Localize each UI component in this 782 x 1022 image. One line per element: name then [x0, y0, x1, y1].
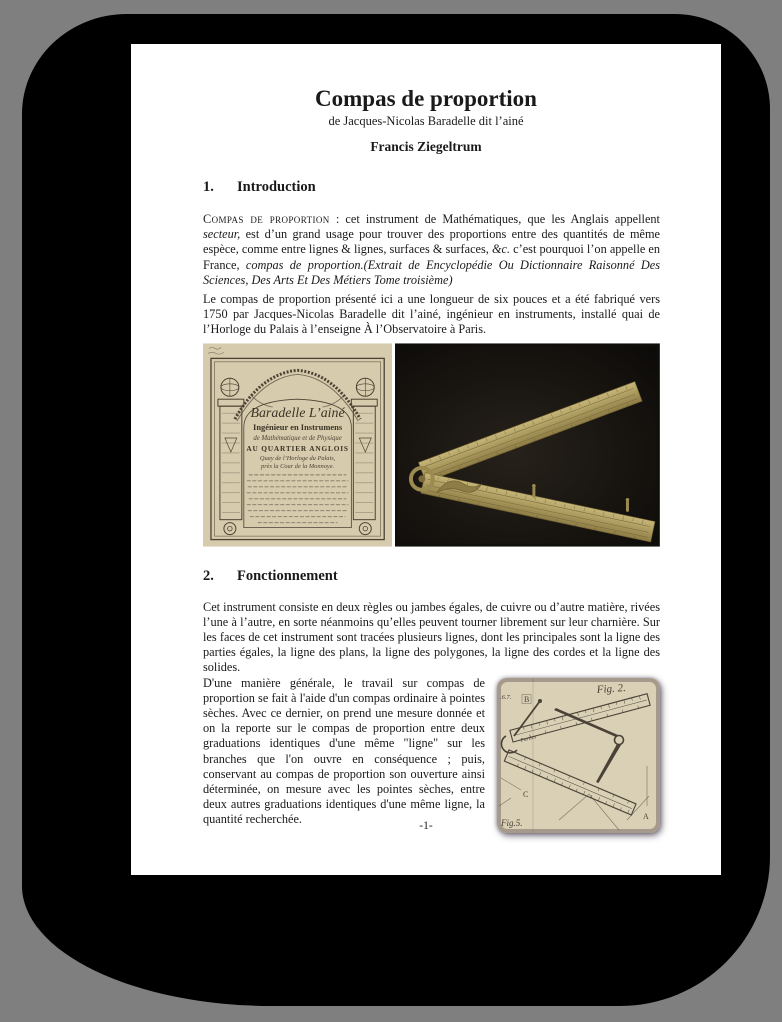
- intro-paragraph-1: [203, 212, 660, 288]
- italic-run: secteur,: [203, 227, 241, 242]
- fonctionnement-paragraph-2: [203, 676, 660, 828]
- figure-label-b: B: [524, 694, 530, 704]
- parties-scale-label: Parties: [519, 733, 537, 744]
- card-line4: AU QUARTIER ANGLOIS: [246, 443, 349, 453]
- figure-label-fig5: Fig.5.: [501, 817, 523, 828]
- card-line6: près la Cour de la Monnoye.: [261, 462, 335, 470]
- figure-caption: Fig. 2.: [596, 681, 627, 696]
- section-number: 1.: [203, 179, 214, 195]
- figure-2-engraving: [497, 678, 660, 833]
- document-page: [131, 44, 721, 875]
- section-number: 2.: [203, 567, 214, 584]
- section-heading-introduction: [203, 179, 660, 195]
- section-label: Introduction: [237, 179, 316, 195]
- section-heading-fonctionnement: [203, 568, 660, 584]
- text-run: c’est pourquoi l’on appelle en France,: [203, 242, 661, 272]
- page-number: -1-: [419, 820, 433, 832]
- italic-run: &c.: [491, 242, 511, 257]
- smallcaps-lead: Compas de proportion: [203, 212, 330, 226]
- page-title: Compas de proportion: [315, 86, 537, 111]
- page-subtitle: de Jacques-Nicolas Baradelle dit l’ainé: [328, 114, 524, 128]
- text-run: D'une manière générale, le travail sur compas de proportion se fait à l'aide d'un compas ordinaire à pointes sèches. Avec ce dernier, on prend une mesure donnée et on la reporte sur le compas de proportion entre deux graduations identiques d'une même "ligne" sur les branches que l'on ouvre en conséquence ; puis, conservant au compas de proportion son ouverture ainsi déterminée, on mesure avec les pointes sèches, entre deux autres graduations identiques d'une même ligne, la quantité recherchée.: [203, 675, 485, 827]
- card-line2: Ingénieur en Instrumens: [253, 421, 343, 432]
- text-run: : cet instrument de Mathématiques, que les Anglais appellent: [329, 212, 660, 226]
- card-line5: Quay de l’Horloge du Palais,: [259, 454, 336, 462]
- figure-2-image: [497, 678, 660, 833]
- figure-label-c: C: [523, 789, 529, 799]
- section-label: Fonctionnement: [237, 567, 338, 584]
- card-line3: de Mathématique et de Physique: [253, 434, 342, 442]
- trade-card-image: [203, 343, 392, 547]
- text-run: est d’un grand usage pour trouver des proportions entre des quantités de même espèce, comme entre lignes & lignes, surfaces & surfaces,: [203, 227, 660, 257]
- intro-paragraph-2: Le compas de proportion présenté ici a une longueur de six pouces et a été fabriqué vers 1750 par Jacques-Nicolas Baradelle dit l’ainé, ingénieur en instruments, installé quai de l’Horloge du Palais à l’enseigne À l’Observatoire à Paris.: [203, 292, 660, 337]
- fonctionnement-paragraph-1: Cet instrument consiste en deux règles ou jambes égales, de cuivre ou d’autre matière, rivées l’une à l’autre, en sorte néanmoins qu’elles peuvent tourner librement sur leur charnière. Sur les faces de cet instrument sont tracées plusieurs lignes, dont les principales sont la ligne des parties égales, la ligne des plans, la ligne des polygones, la ligne des cordes et la ligne des solides.: [203, 599, 660, 675]
- card-name-line: Baradelle L’ainé: [250, 405, 345, 421]
- author-name: Francis Ziegeltrum: [370, 139, 482, 154]
- figure-corner-label: .6.7.: [500, 693, 512, 701]
- sector-photo-image: [395, 343, 660, 547]
- figure-label-a: A: [643, 811, 649, 821]
- page-content: [203, 179, 660, 828]
- images-row: [203, 343, 660, 547]
- italic-citation: compas de proportion.(Extrait de Encyclopédie Ou Dictionnaire Raisonné Des Sciences, Des Arts Et Des Métiers Tome troisième): [203, 257, 660, 287]
